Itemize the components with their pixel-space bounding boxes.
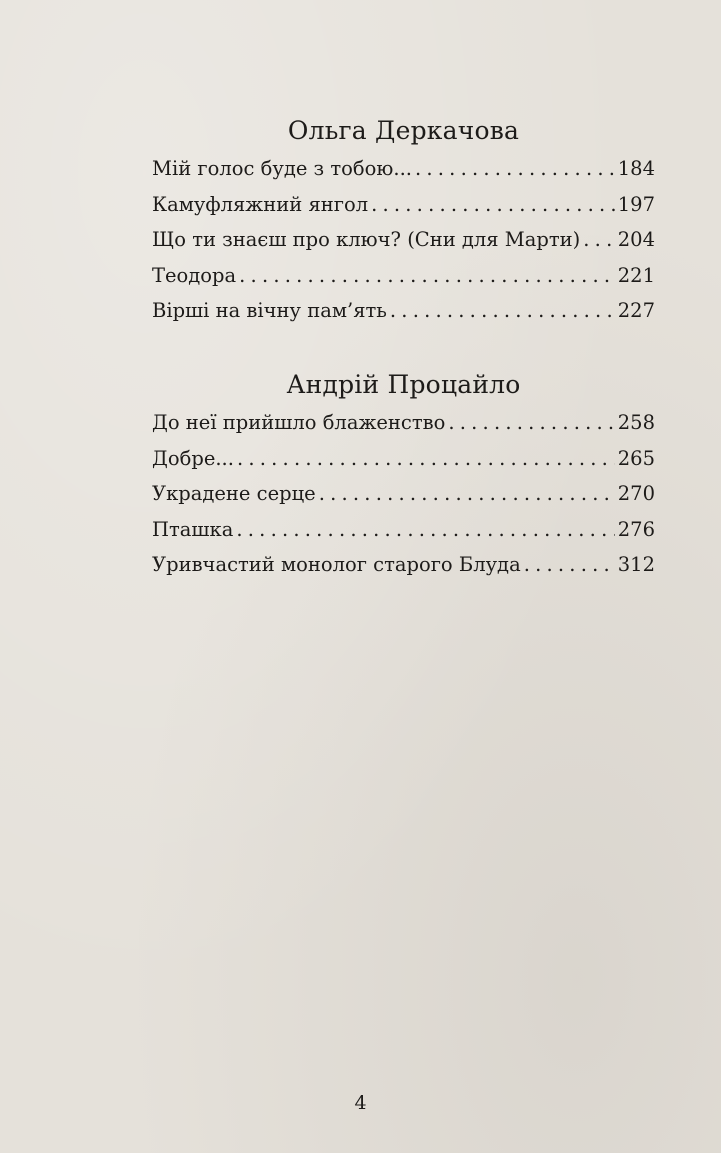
entry-page: 204 [617,228,655,251]
entry-page: 270 [617,482,655,505]
entry-title: Добре... [152,446,234,470]
entry-page: 197 [617,192,655,216]
dot-leader [583,228,614,251]
toc-section-protsailo [152,362,655,589]
entry-page: 221 [617,263,655,287]
entry-title: Уривчастий монолог старого Блуда [152,553,521,576]
entry-page: 312 [617,553,655,576]
dot-leader [319,482,615,505]
toc-entry [152,482,655,518]
dot-leader [237,447,615,470]
toc-list [152,157,655,335]
toc-entry [152,518,655,554]
entry-title: Пташка [152,517,234,541]
entry-page: 265 [617,446,655,470]
dot-leader [415,157,615,180]
toc-entry [152,447,655,483]
dot-leader [448,411,614,434]
entry-title: Теодора [152,263,237,287]
entry-title: До неї прийшло блаженство [152,411,446,434]
entry-title: Камуфляжний янгол [152,192,369,216]
dot-leader [390,299,615,322]
page-number: 4 [354,1092,367,1114]
toc-entry [152,553,655,589]
entry-title: Що ти знаєш про ключ? (Сни для Марти) [152,228,581,251]
toc-section-derkachova [152,108,655,335]
toc-entry [152,264,655,300]
dot-leader [236,518,614,541]
toc-entry [152,228,655,264]
author-heading: Андрій Процайло [286,370,521,399]
dot-leader [239,264,615,287]
dot-leader [524,553,615,576]
author-heading: Ольга Деркачова [287,116,520,145]
entry-page: 227 [617,299,655,322]
toc-entry [152,193,655,229]
entry-page: 276 [617,517,655,541]
toc-entry [152,157,655,193]
toc-entry [152,299,655,335]
entry-title: Мій голос буде з тобою... [152,157,412,180]
toc-list [152,411,655,589]
entry-title: Украдене серце [152,482,316,505]
toc-entry [152,411,655,447]
dot-leader [371,193,615,216]
entry-title: Вірші на вічну пам’ять [152,299,387,322]
entry-page: 184 [617,157,655,180]
entry-page: 258 [617,411,655,434]
